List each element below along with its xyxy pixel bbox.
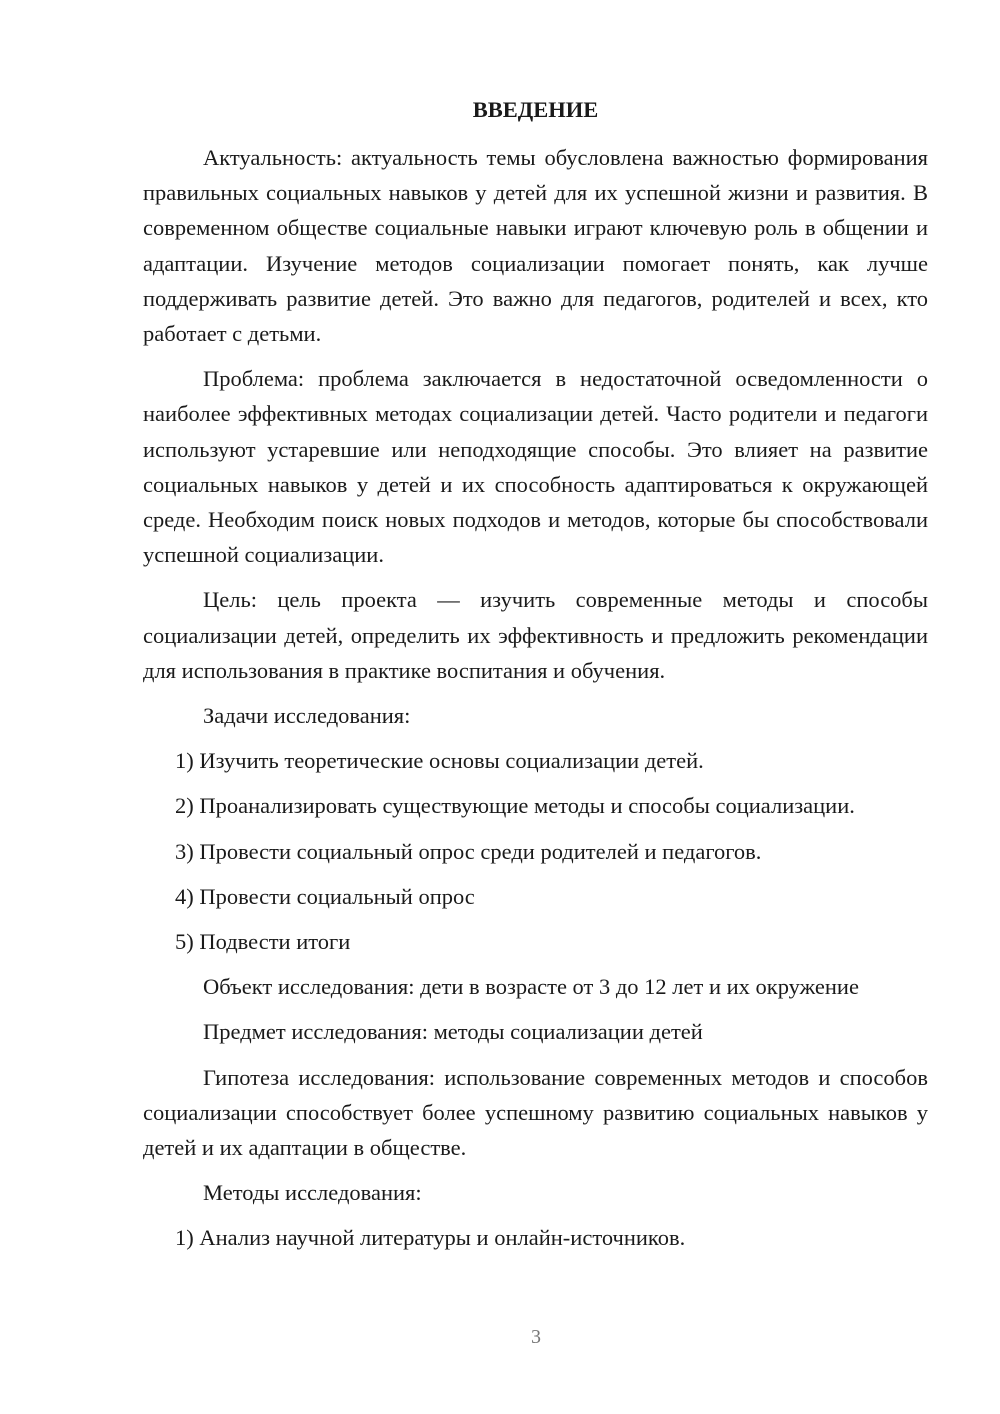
methods-list (143, 1220, 928, 1255)
page-number: 3 (531, 1326, 541, 1348)
methods-heading: Методы исследования: (203, 1180, 422, 1206)
tasks-list (143, 743, 928, 959)
list-item: 1) Анализ научной литературы и онлайн-источников. (175, 1225, 686, 1251)
list-item: 5) Подвести итоги (175, 929, 351, 955)
page-title: ВВЕДЕНИЕ (472, 97, 599, 122)
list-item: 3) Провести социальный опрос среди родителей и педагогов. (175, 838, 762, 864)
hypothesis-paragraph: Гипотеза исследования: использование современных методов и способов социализации способствует более успешному развитию социальных навыков у детей и их адаптации в обществе. (143, 1064, 928, 1161)
list-item: 1) Изучить теоретические основы социализации детей. (175, 748, 704, 774)
list-item: 2) Проанализировать существующие методы и способы социализации. (175, 793, 855, 819)
research-object: Объект исследования: дети в возрасте от 3 до 12 лет и их окружение (203, 974, 859, 1000)
goal-paragraph: Цель: цель проекта — изучить современные методы и способы социализации детей, определить их эффективность и предложить рекомендации для использования в практике воспитания и обучения. (143, 587, 928, 683)
list-item: 4) Провести социальный опрос (175, 883, 475, 909)
problem-paragraph: Проблема: проблема заключается в недостаточной осведомленности о наиболее эффективных методах социализации детей. Часто родители и педагоги используют устаревшие или неподходящие способы. Это влияет на развитие социальных навыков у детей и их способность адаптироваться к окружающей среде. Необходим поиск новых подходов и методов, которые бы способствовали успешной социализации. (143, 366, 928, 568)
relevance-paragraph: Актуальность: актуальность темы обусловлена важностью формирования правильных социальных навыков у детей для их успешной жизни и развития. В современном обществе социальные навыки играют ключевую роль в общении и адаптации. Изучение методов социализации помогает понять, как лучше поддерживать развитие детей. Это важно для педагогов, родителей и всех, кто работает с детьми. (143, 145, 928, 347)
document-page (143, 92, 928, 1266)
research-subject: Предмет исследования: методы социализации детей (203, 1019, 703, 1045)
tasks-heading: Задачи исследования: (203, 703, 411, 729)
